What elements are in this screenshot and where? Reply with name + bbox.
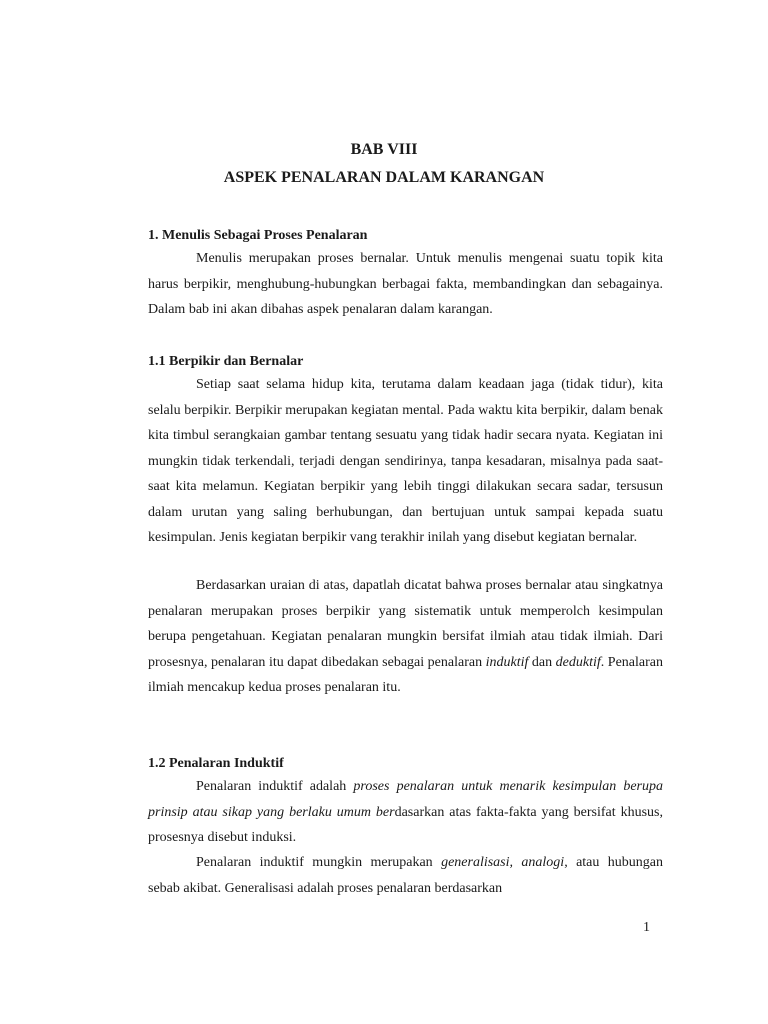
section-heading-1-2: 1.2 Penalaran Induktif xyxy=(148,756,284,771)
section-heading-1-1: 1.1 Berpikir dan Bernalar xyxy=(148,354,304,369)
chapter-title: ASPEK PENALARAN DALAM KARANGAN xyxy=(223,169,545,186)
paragraph-3-text-b: . Penalaran ilmiah mencakup kedua proses penalaran itu. xyxy=(148,654,664,695)
page-number: 1 xyxy=(643,920,650,935)
paragraph-3-text-dan: dan xyxy=(528,654,556,670)
paragraph-3-text-a: Berdasarkan uraian di atas, dapatlah dicatat bahwa proses bernalar atau singkatnya penalaran merupakan proses berpikir yang sistematik untuk memperolch kesimpulan berupa pengetahuan. Kegiatan penalaran mungkin bersifat ilmiah atau tidak ilmiah. Dari prosesnya, penalaran itu dapat dibedakan sebagai penalaran xyxy=(148,578,663,670)
paragraph-5-text-b: , atau hubungan sebab akibat. Generalisasi adalah proses penalaran berdasarkan xyxy=(148,855,663,896)
term-induktif: induktif xyxy=(485,654,529,670)
paragraph-3 xyxy=(148,573,663,701)
chapter-number: BAB VIII xyxy=(350,141,418,158)
paragraph-4-text-a: Penalaran induktif adalah xyxy=(196,779,354,794)
paragraph-5 xyxy=(148,850,663,901)
paragraph-4 xyxy=(148,774,663,851)
term-analogi: analogi xyxy=(521,855,565,870)
term-generalisasi: generalisasi, xyxy=(441,855,514,870)
paragraph-2: Setiap saat selama hidup kita, terutama dalam keadaan jaga (tidak tidur), kita selalu berpikir. Berpikir merupakan kegiatan mental. Pada waktu kita berpikir, dalam benak kita timbul serangkaian gambar tentang sesuatu yang tidak hadir secara nyata. Kegiatan ini mungkin tidak terkendali, terjadi dengan sendirinya, tanpa kesadaran, misalnya pada saat-saat kita melamun. Kegiatan berpikir yang lebih tinggi dilakukan secara sadar, tersusun dalam urutan yang saling berhubungan, dan bertujuan untuk sampai kepada suatu kesimpulan. Jenis kegiatan berpikir vang terakhir inilah yang disebut kegiatan bernalar. xyxy=(148,377,663,545)
paragraph-5-text-a: Penalaran induktif mungkin merupakan xyxy=(196,855,442,870)
paragraph-4-italic: proses penalaran untuk menarik kesimpulan berupa prinsip atau sikap yang berlaku umum ber xyxy=(148,779,664,820)
paragraph-4-text-b: dasarkan atas fakta-fakta yang bersifat khusus, prosesnya disebut induksi. xyxy=(148,804,663,845)
paragraph-1: Menulis merupakan proses bernalar. Untuk menulis mengenai suatu topik kita harus berpikir, menghubung-hubungkan berbagai fakta, membandingkan dan sebagainya. Dalam bab ini akan dibahas aspek penalaran dalam karangan. xyxy=(148,251,663,317)
term-deduktif: deduktif xyxy=(555,654,601,670)
section-heading-1: 1. Menulis Sebagai Proses Penalaran xyxy=(148,228,368,243)
